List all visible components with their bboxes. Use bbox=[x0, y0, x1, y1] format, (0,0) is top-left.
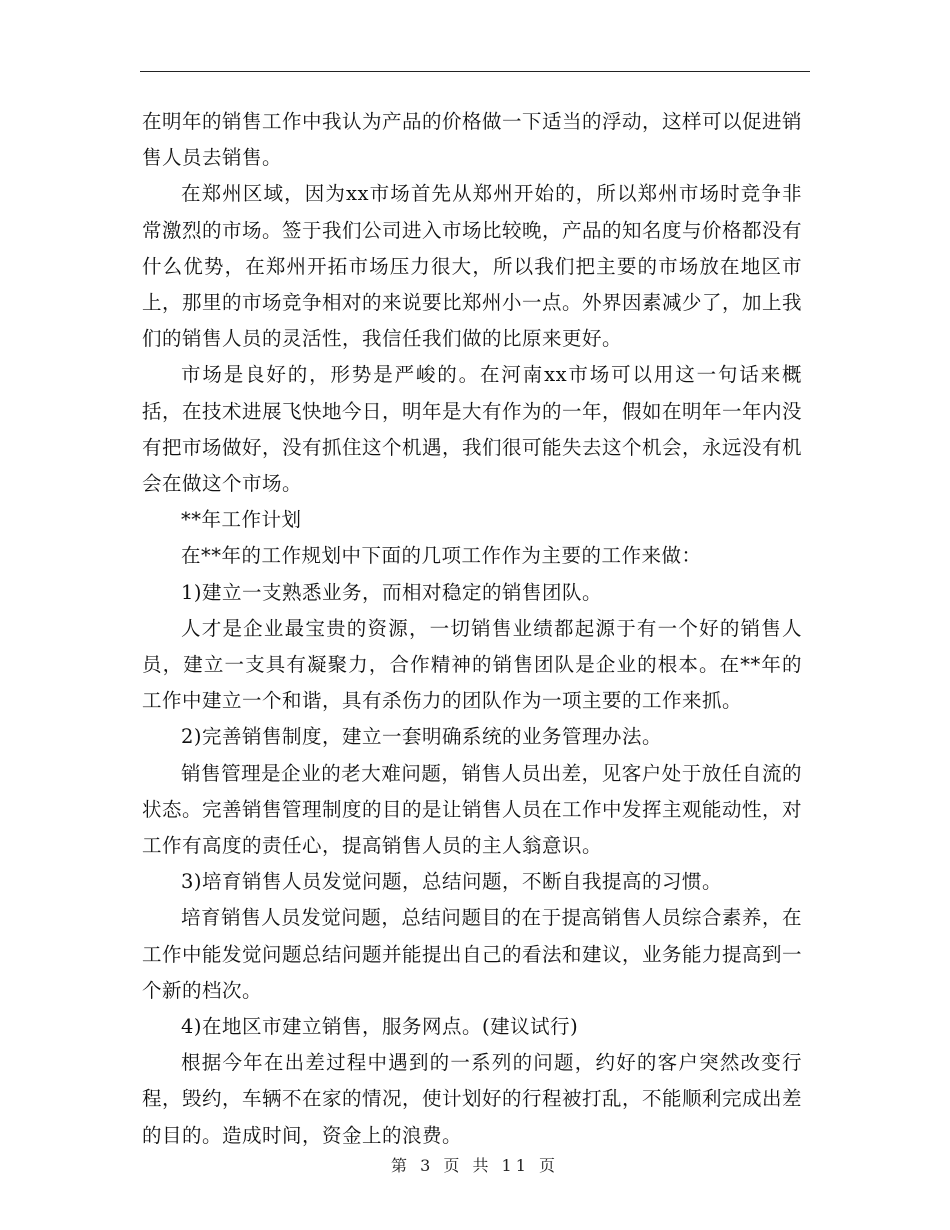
paragraph: 人才是企业最宝贵的资源，一切销售业绩都起源于有一个好的销售人员，建立一支具有凝聚力，合作精神的销售团队是企业的根本。在**年的工作中建立一个和谐，具有杀伤力的团队作为一项主要的工作来抓。 bbox=[142, 616, 802, 713]
list-item-heading: 2)完善销售制度，建立一套明确系统的业务管理办法。 bbox=[181, 725, 663, 749]
paragraph: 培育销售人员发觉问题，总结问题目的在于提高销售人员综合素养，在工作中能发觉问题总结问题并能提出自己的看法和建议，业务能力提高到一个新的档次。 bbox=[142, 906, 803, 1002]
paragraph: 市场是良好的，形势是严峻的。在河南xx市场可以用这一句话来概括，在技术进展飞快地今日，明年是大有作为的一年，假如在明年一年内没有把市场做好，没有抓住这个机遇，我们很可能失去这个机会，永远没有机会在做这个市场。 bbox=[142, 363, 803, 496]
section-heading: **年工作计划 bbox=[181, 508, 302, 532]
paragraph: 在郑州区域，因为xx市场首先从郑州开始的，所以郑州市场时竞争非常激烈的市场。签于我们公司进入市场比较晚，产品的知名度与价格都没有什么优势，在郑州开拓市场压力很大，所以我们把主要的市场放在地区市上，那里的市场竞争相对的来说要比郑州小一点。外界因素减少了，加上我们的销售人员的灵活性，我信任我们做的比原来更好。 bbox=[142, 182, 803, 351]
document-body bbox=[142, 104, 802, 1154]
list-item-heading: 4)在地区市建立销售，服务网点。(建议试行) bbox=[181, 1015, 579, 1039]
list-item-heading: 3)培育销售人员发觉问题，总结问题，不断自我提高的习惯。 bbox=[181, 870, 723, 894]
paragraph: 在**年的工作规划中下面的几项工作作为主要的工作来做： bbox=[181, 544, 702, 568]
paragraph: 根据今年在出差过程中遇到的一系列的问题，约好的客户突然改变行程，毁约，车辆不在家的情况，使计划好的行程被打乱，不能顺利完成出差的目的。造成时间，资金上的浪费。 bbox=[142, 1051, 803, 1147]
header-rule bbox=[140, 71, 810, 72]
paragraph: 在明年的销售工作中我认为产品的价格做一下适当的浮动，这样可以促进销售人员去销售。 bbox=[142, 110, 803, 170]
list-item-heading: 1)建立一支熟悉业务，而相对稳定的销售团队。 bbox=[181, 580, 603, 604]
paragraph: 销售管理是企业的老大难问题，销售人员出差，见客户处于放任自流的状态。完善销售管理制度的目的是让销售人员在工作中发挥主观能动性，对工作有高度的责任心，提高销售人员的主人翁意识。 bbox=[142, 761, 803, 858]
page-number-footer: 第 3 页 共 11 页 bbox=[391, 1156, 559, 1175]
